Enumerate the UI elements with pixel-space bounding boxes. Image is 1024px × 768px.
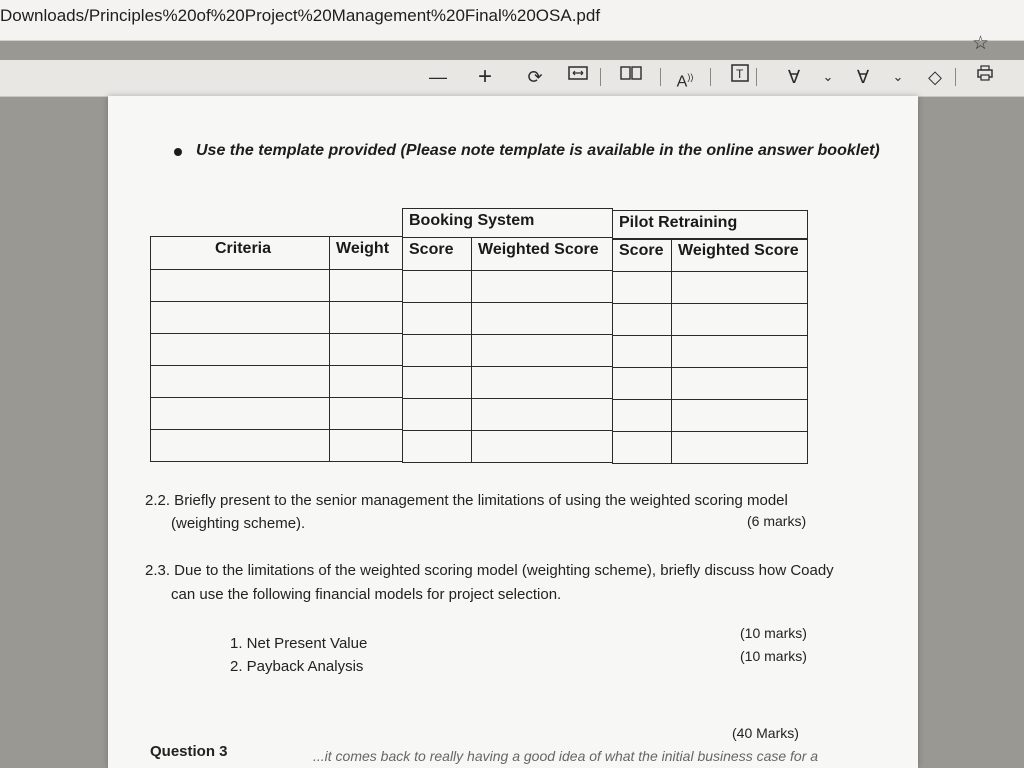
table-cell — [329, 365, 403, 398]
table-cell — [150, 301, 330, 334]
col-weight: Weight — [329, 236, 403, 270]
q2-3-line2: can use the following financial models for project selection. — [171, 586, 562, 603]
table-cell — [471, 430, 613, 463]
url-text[interactable]: Downloads/Principles%20of%20Project%20Management%20Final%20OSA.pdf — [0, 6, 601, 25]
q2-3-line1: 2.3. Due to the limitations of the weighted scoring model (weighting scheme), briefly discuss how Coady — [145, 562, 834, 579]
pdf-toolbar — [0, 60, 1024, 97]
group-header-booking: Booking System — [402, 208, 613, 238]
chevron-down-icon[interactable]: ⌄ — [892, 69, 904, 84]
table-cell — [471, 334, 613, 367]
question3-heading: Question 3 — [150, 743, 228, 760]
table-cell — [402, 366, 472, 399]
table-cell — [612, 271, 672, 304]
group-header-pilot: Pilot Retraining — [612, 210, 808, 240]
table-cell — [671, 303, 808, 336]
table-cell — [612, 431, 672, 464]
table-cell — [471, 302, 613, 335]
q2-2-marks: (6 marks) — [747, 513, 807, 529]
table-cell — [671, 399, 808, 432]
table-cell — [150, 333, 330, 366]
list-item-payback-marks: (10 marks) — [740, 648, 807, 664]
table-cell — [329, 301, 403, 334]
list-item-npv-marks: (10 marks) — [740, 625, 807, 641]
table-cell — [671, 271, 808, 304]
chevron-down-icon[interactable]: ⌄ — [822, 69, 834, 84]
col-criteria: Criteria — [150, 236, 330, 270]
table-cell — [329, 429, 403, 462]
table-cell — [612, 303, 672, 336]
fit-width-icon[interactable] — [565, 64, 591, 90]
table-cell — [402, 398, 472, 431]
table-cell — [671, 335, 808, 368]
question3-text: ...it comes back to really having a good idea of what the initial business case for a — [313, 748, 819, 764]
table-cell — [329, 333, 403, 366]
total-marks: (40 Marks) — [732, 725, 799, 741]
table-cell — [612, 335, 672, 368]
table-cell — [329, 269, 403, 302]
address-bar — [0, 0, 1024, 54]
bullet-icon — [174, 148, 182, 156]
table-cell — [150, 429, 330, 462]
table-cell — [150, 269, 330, 302]
print-icon[interactable] — [972, 64, 998, 90]
col-score-booking: Score — [402, 237, 472, 271]
col-weighted-pilot: Weighted Score — [671, 238, 808, 272]
draw-icon[interactable]: ∀ — [787, 67, 801, 87]
col-weighted-booking: Weighted Score — [471, 237, 613, 271]
eraser-icon[interactable]: ◇ — [928, 67, 942, 87]
table-cell — [402, 270, 472, 303]
instruction-text: Use the template provided (Please note template is available in the online answer booklet) — [196, 142, 880, 159]
q2-2-line1: 2.2. Briefly present to the senior management the limitations of using the weighted scoring model — [145, 492, 788, 509]
plus-icon[interactable]: + — [477, 63, 492, 90]
list-item-npv: 1. Net Present Value — [230, 635, 368, 652]
table-cell — [612, 367, 672, 400]
table-cell — [150, 397, 330, 430]
text-box-icon[interactable] — [727, 64, 753, 91]
svg-text:T: T — [736, 67, 744, 81]
table-cell — [612, 399, 672, 432]
page-view-icon[interactable] — [618, 64, 644, 90]
table-cell — [471, 398, 613, 431]
table-cell — [402, 302, 472, 335]
table-cell — [471, 270, 613, 303]
table-cell — [402, 334, 472, 367]
rotate-icon[interactable]: ⟳ — [527, 67, 543, 87]
table-cell — [402, 430, 472, 463]
col-score-pilot: Score — [612, 238, 672, 272]
minus-icon[interactable]: — — [429, 67, 447, 87]
table-cell — [150, 365, 330, 398]
table-cell — [329, 397, 403, 430]
highlight-icon[interactable]: ∀ — [856, 67, 870, 87]
q2-2-line2: (weighting scheme). — [171, 515, 306, 532]
table-cell — [671, 431, 808, 464]
pdf-page — [108, 96, 918, 768]
table-cell — [471, 366, 613, 399]
table-cell — [671, 367, 808, 400]
favorite-icon[interactable]: ☆ — [972, 33, 990, 54]
read-aloud-icon[interactable]: A)) — [676, 72, 694, 91]
list-item-payback: 2. Payback Analysis — [230, 658, 364, 675]
